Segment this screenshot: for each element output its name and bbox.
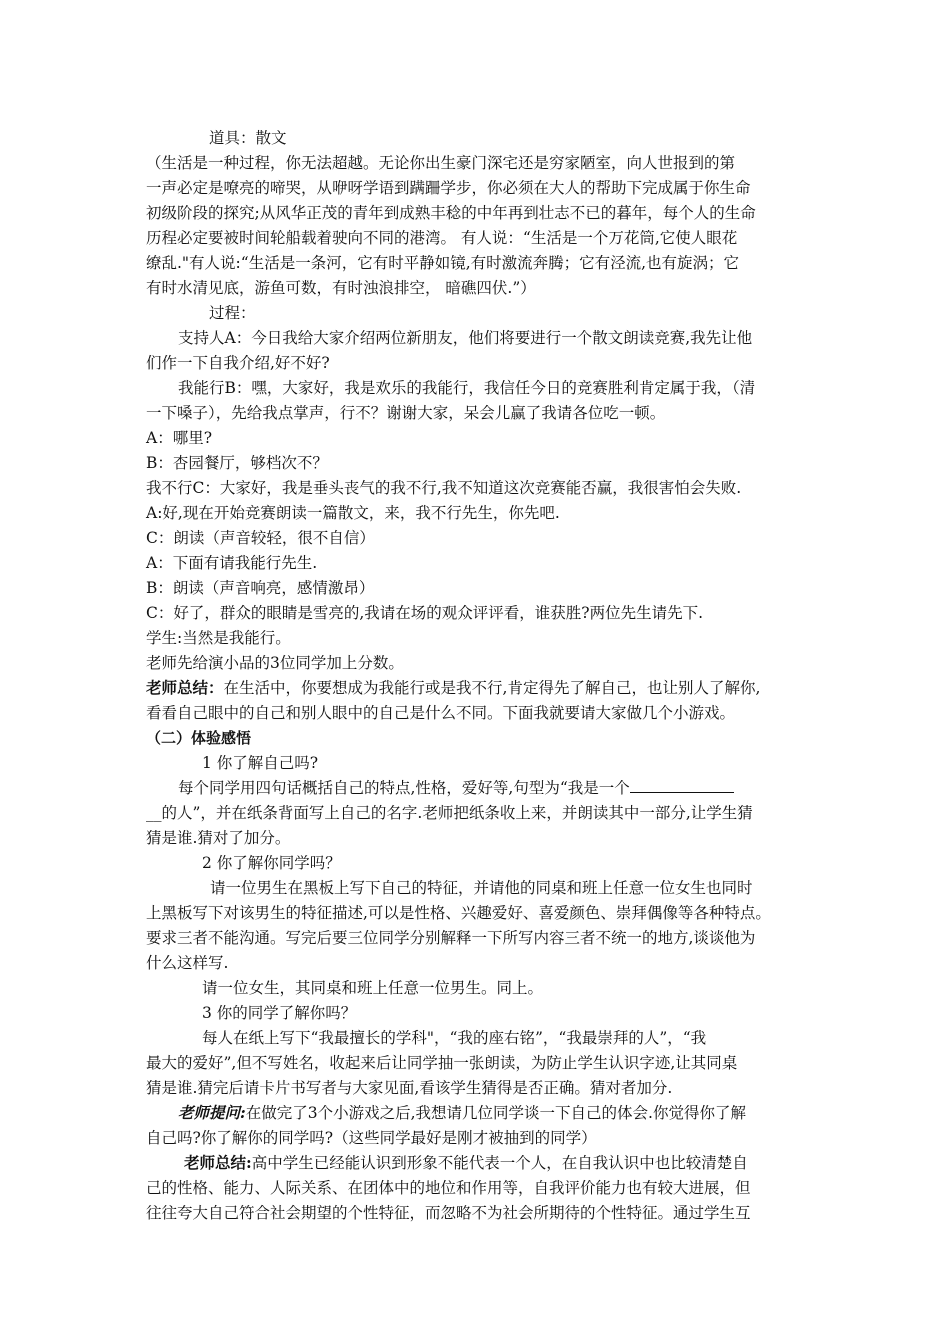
summary-text: 在生活中，你要想成为我能行或是我不行,肯定得先了解自己，也让别人了解你, (223, 679, 761, 697)
summary-label: 老师总结： (146, 678, 224, 697)
section-heading: （二）体验感悟 (146, 729, 252, 747)
summary-line: 己的性格、能力、人际关系、在团体中的地位和作用等，自我评价能力也有较大进展，但 (146, 1179, 751, 1197)
teacher-summary-1 (146, 678, 822, 698)
game-body-text: 每个同学用四句话概括自己的特点,性格，爱好等,句型为“我是一个 (178, 779, 630, 797)
game-title: 2 你了解你同学吗？ (202, 854, 341, 872)
summary-label: 老师总结: (184, 1153, 252, 1172)
game-title: 3 你的同学了解你吗？ (202, 1004, 357, 1022)
game-title: 1 你了解自己吗? (202, 754, 319, 772)
summary-text: 高中学生已经能认识到形象不能代表一个人，在自我认识中也比较清楚自 (251, 1154, 748, 1172)
game-body-line: 要求三者不能沟通。写完后要三位同学分别解释一下所写内容三者不统一的地方,谈谈他为 (146, 929, 756, 947)
dialogue-line: 我能行B：嘿，大家好，我是欢乐的我能行，我信任今日的竞赛胜利肯定属于我，（清 (178, 379, 756, 397)
game-body-line: 猜是谁.猜完后请卡片书写者与大家见面,看该学生猜得是否正确。猜对者加分. (146, 1079, 673, 1097)
game-body-line: 请一位女生，其同桌和班上任意一位男生。同上。 (202, 979, 544, 997)
dialogue-line: 我不行C：大家好，我是垂头丧气的我不行,我不知道这次竞赛能否赢，我很害怕会失败. (146, 479, 742, 497)
dialogue-line: B：朗读（声音响亮，感情激昂） (146, 579, 375, 597)
dialogue-line: 学生:当然是我能行。 (146, 629, 291, 647)
teacher-question (178, 1103, 854, 1123)
teacher-summary-2 (184, 1153, 860, 1173)
game-body-line: __的人”，并在纸条背面写上自己的名字.老师把纸条收上来，并朗读其中一部分,让学生猜 (146, 804, 753, 822)
intro-line: 有时水清见底，游鱼可数，有时浊浪排空， 暗礁四伏.”） (146, 279, 536, 297)
intro-line: 初级阶段的探究;从风华正茂的青年到成熟丰稔的中年再到壮志不已的暮年，每个人的生命 (146, 204, 756, 222)
game-body-line: 猜是谁.猜对了加分。 (146, 829, 291, 847)
process-label: 过程： (209, 304, 256, 322)
game-body-line: 什么这样写. (146, 954, 229, 972)
dialogue-line: 支持人A：今日我给大家介绍两位新朋友，他们将要进行一个散文朗读竞赛,我先让他 (178, 329, 753, 347)
fill-blank (630, 778, 734, 793)
props-line: 道具：散文 (209, 129, 287, 147)
question-line: 自己吗?你了解你的同学吗?（这些同学最好是刚才被抽到的同学） (146, 1129, 597, 1147)
dialogue-line: 们作一下自我介绍,好不好? (146, 354, 330, 372)
intro-line: （生活是一种过程，你无法超越。无论你出生豪门深宅还是穷家陋室，向人世报到的第 (146, 154, 736, 172)
game-body-line: 上黑板写下对该男生的特征描述,可以是性格、兴趣爱好、喜爱颜色、崇拜偶像等各种特点。 (146, 904, 771, 922)
dialogue-line: A：哪里? (146, 429, 213, 447)
game-body-line: 请一位男生在黑板上写下自己的特征，并请他的同桌和班上任意一位女生也同时 (210, 879, 753, 897)
dialogue-line: 老师先给演小品的3位同学加上分数。 (146, 654, 404, 672)
dialogue-line: A：下面有请我能行先生. (146, 554, 318, 572)
dialogue-line: C：好了，群众的眼睛是雪亮的,我请在场的观众评评看，谁获胜?两位先生请先下. (146, 604, 704, 622)
intro-line: 历程必定要被时间轮船载着驶向不同的港湾。 有人说：“生活是一个万花筒,它使人眼花 (146, 229, 738, 247)
question-label: 老师提问: (178, 1103, 246, 1122)
summary-line: 看看自己眼中的自己和别人眼中的自己是什么不同。下面我就要请大家做几个小游戏。 (146, 704, 736, 722)
dialogue-line: A:好,现在开始竞赛朗读一篇散文，来，我不行先生，你先吧. (146, 504, 560, 522)
game-body-line: 每人在纸上写下“我最擅长的学科"，“我的座右铭”，“我最崇拜的人”，“我 (202, 1029, 707, 1047)
intro-line: 一声必定是嘹亮的啼哭，从咿呀学语到蹒跚学步，你必须在大人的帮助下完成属于你生命 (146, 179, 751, 197)
dialogue-line: B：杏园餐厅，够档次不？ (146, 454, 328, 472)
game-body-line (178, 778, 854, 798)
dialogue-line: C：朗读（声音较轻，很不自信） (146, 529, 375, 547)
summary-line: 往往夸大自己符合社会期望的个性特征，而忽略不为社会所期待的个性特征。通过学生互 (146, 1204, 751, 1222)
intro-line: 缭乱."有人说:“生活是一条河，它有时平静如镜,有时激流奔腾；它有泾流,也有旋涡；它 (146, 254, 740, 272)
dialogue-line: 一下嗓子），先给我点掌声，行不？谢谢大家，呆会儿赢了我请各位吃一顿。 (146, 404, 666, 422)
game-body-line: 最大的爱好”,但不写姓名，收起来后让同学抽一张朗读，为防止学生认识字迹,让其同桌 (146, 1054, 738, 1072)
question-text: 在做完了3个小游戏之后,我想请几位同学谈一下自己的体会.你觉得你了解 (245, 1104, 746, 1122)
